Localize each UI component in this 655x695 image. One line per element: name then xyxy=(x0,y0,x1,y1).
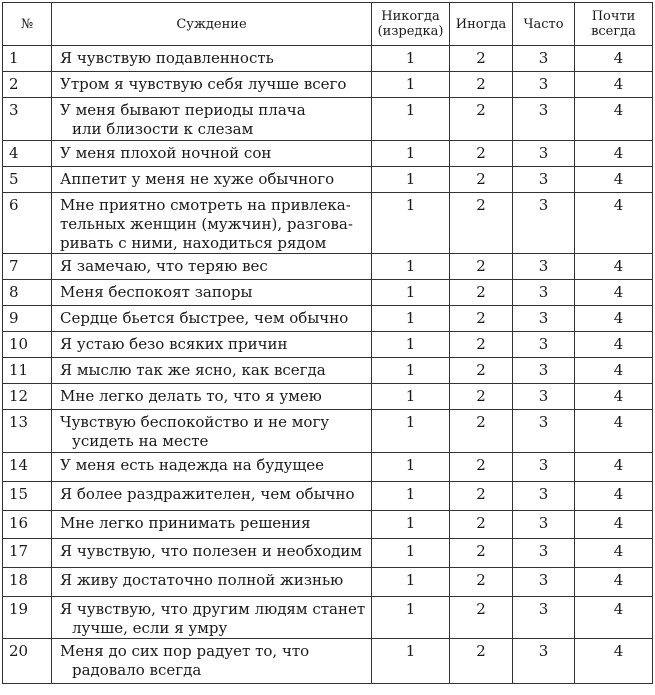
table-row xyxy=(3,384,653,410)
score-sometimes: 2 xyxy=(450,511,513,539)
statement-line: Я живу достаточно полной жизнью xyxy=(60,571,344,589)
statement-line: Сердце бьется быстрее, чем обычно xyxy=(60,309,349,327)
score-almost-always: 4 xyxy=(575,254,653,280)
score-sometimes: 2 xyxy=(450,568,513,597)
statement-line: Меня до сих пор радует то, что xyxy=(60,642,310,660)
statement-line: усидеть на месте xyxy=(72,432,209,450)
row-number: 7 xyxy=(3,254,52,280)
table-row xyxy=(3,568,653,597)
score-never: 1 xyxy=(372,98,450,141)
table-row xyxy=(3,539,653,568)
row-number: 8 xyxy=(3,280,52,306)
row-number: 5 xyxy=(3,167,52,193)
statement-line: тельных женщин (мужчин), разгова- xyxy=(60,215,353,233)
row-number: 19 xyxy=(3,597,52,639)
score-never: 1 xyxy=(372,358,450,384)
statement-line: Я замечаю, что теряю вес xyxy=(60,257,268,275)
header-sometimes: Иногда xyxy=(450,3,513,46)
score-sometimes: 2 xyxy=(450,639,513,684)
statement-cell xyxy=(52,72,372,98)
table-row xyxy=(3,410,653,453)
score-often: 3 xyxy=(513,453,575,482)
score-sometimes: 2 xyxy=(450,384,513,410)
score-never: 1 xyxy=(372,254,450,280)
score-almost-always: 4 xyxy=(575,410,653,453)
header-statement: Суждение xyxy=(52,3,372,46)
score-often: 3 xyxy=(513,306,575,332)
statement-cell xyxy=(52,482,372,511)
statement-line: У меня бывают периоды плача xyxy=(60,101,306,119)
score-sometimes: 2 xyxy=(450,193,513,254)
statement-line: Я чувствую, что другим людям станет xyxy=(60,600,366,618)
row-number: 4 xyxy=(3,141,52,167)
row-number: 13 xyxy=(3,410,52,453)
header-row xyxy=(3,3,653,46)
score-almost-always: 4 xyxy=(575,358,653,384)
table-body xyxy=(3,46,653,684)
statement-line: Мне легко принимать решения xyxy=(60,514,311,532)
score-often: 3 xyxy=(513,410,575,453)
table-row xyxy=(3,254,653,280)
statement-line: Я чувствую подавленность xyxy=(60,49,274,67)
table-row xyxy=(3,332,653,358)
row-number: 14 xyxy=(3,453,52,482)
score-never: 1 xyxy=(372,280,450,306)
row-number: 12 xyxy=(3,384,52,410)
score-almost-always: 4 xyxy=(575,511,653,539)
table-row xyxy=(3,511,653,539)
statement-cell xyxy=(52,46,372,72)
score-almost-always: 4 xyxy=(575,384,653,410)
row-number: 18 xyxy=(3,568,52,597)
statement-cell xyxy=(52,511,372,539)
score-often: 3 xyxy=(513,141,575,167)
score-never: 1 xyxy=(372,453,450,482)
header-never xyxy=(372,3,450,46)
score-often: 3 xyxy=(513,280,575,306)
row-number: 3 xyxy=(3,98,52,141)
statement-line: Меня беспокоят запоры xyxy=(60,283,253,301)
statement-line: ривать с ними, находиться рядом xyxy=(60,234,327,252)
statement-cell xyxy=(52,280,372,306)
row-number: 17 xyxy=(3,539,52,568)
score-sometimes: 2 xyxy=(450,72,513,98)
score-almost-always: 4 xyxy=(575,568,653,597)
score-often: 3 xyxy=(513,358,575,384)
table-row xyxy=(3,193,653,254)
header-never-line2: (изредка) xyxy=(377,24,444,39)
header-number: № xyxy=(3,3,52,46)
row-number: 9 xyxy=(3,306,52,332)
table-row xyxy=(3,46,653,72)
score-almost-always: 4 xyxy=(575,597,653,639)
score-often: 3 xyxy=(513,72,575,98)
score-never: 1 xyxy=(372,193,450,254)
statement-cell xyxy=(52,167,372,193)
statement-cell xyxy=(52,254,372,280)
score-almost-always: 4 xyxy=(575,193,653,254)
score-sometimes: 2 xyxy=(450,280,513,306)
score-never: 1 xyxy=(372,332,450,358)
score-almost-always: 4 xyxy=(575,167,653,193)
score-often: 3 xyxy=(513,332,575,358)
statement-cell xyxy=(52,384,372,410)
questionnaire-table xyxy=(2,2,653,684)
statement-cell xyxy=(52,98,372,141)
score-sometimes: 2 xyxy=(450,167,513,193)
statement-line: У меня есть надежда на будущее xyxy=(60,456,325,474)
score-sometimes: 2 xyxy=(450,597,513,639)
table-row xyxy=(3,306,653,332)
statement-cell xyxy=(52,639,372,684)
score-often: 3 xyxy=(513,568,575,597)
statement-line: или близости к слезам xyxy=(72,120,254,138)
score-often: 3 xyxy=(513,98,575,141)
row-number: 6 xyxy=(3,193,52,254)
score-almost-always: 4 xyxy=(575,72,653,98)
score-often: 3 xyxy=(513,639,575,684)
score-sometimes: 2 xyxy=(450,482,513,511)
score-almost-always: 4 xyxy=(575,639,653,684)
score-almost-always: 4 xyxy=(575,332,653,358)
row-number: 2 xyxy=(3,72,52,98)
row-number: 16 xyxy=(3,511,52,539)
score-never: 1 xyxy=(372,568,450,597)
header-always-line2: всегда xyxy=(591,24,636,39)
statement-line: Я устаю безо всяких причин xyxy=(60,335,288,353)
score-often: 3 xyxy=(513,482,575,511)
table-row xyxy=(3,167,653,193)
score-sometimes: 2 xyxy=(450,453,513,482)
header-never-line1: Никогда xyxy=(381,9,440,24)
score-sometimes: 2 xyxy=(450,46,513,72)
statement-line: радовало всегда xyxy=(72,661,202,679)
table-row xyxy=(3,482,653,511)
statement-cell xyxy=(52,358,372,384)
score-often: 3 xyxy=(513,597,575,639)
statement-line: У меня плохой ночной сон xyxy=(60,144,272,162)
score-almost-always: 4 xyxy=(575,280,653,306)
score-sometimes: 2 xyxy=(450,358,513,384)
score-never: 1 xyxy=(372,482,450,511)
table-row xyxy=(3,98,653,141)
score-sometimes: 2 xyxy=(450,141,513,167)
score-often: 3 xyxy=(513,511,575,539)
table-row xyxy=(3,280,653,306)
row-number: 20 xyxy=(3,639,52,684)
statement-line: Аппетит у меня не хуже обычного xyxy=(60,170,335,188)
score-almost-always: 4 xyxy=(575,482,653,511)
statement-cell xyxy=(52,568,372,597)
statement-line: Утром я чувствую себя лучше всего xyxy=(60,75,347,93)
score-never: 1 xyxy=(372,384,450,410)
score-often: 3 xyxy=(513,167,575,193)
score-sometimes: 2 xyxy=(450,306,513,332)
statement-cell xyxy=(52,453,372,482)
score-sometimes: 2 xyxy=(450,98,513,141)
score-almost-always: 4 xyxy=(575,539,653,568)
score-never: 1 xyxy=(372,639,450,684)
table-row xyxy=(3,597,653,639)
score-almost-always: 4 xyxy=(575,46,653,72)
statement-line: Я мыслю так же ясно, как всегда xyxy=(60,361,326,379)
score-never: 1 xyxy=(372,141,450,167)
score-almost-always: 4 xyxy=(575,306,653,332)
score-sometimes: 2 xyxy=(450,410,513,453)
table-row xyxy=(3,453,653,482)
score-often: 3 xyxy=(513,193,575,254)
statement-line: Я более раздражителен, чем обычно xyxy=(60,485,355,503)
statement-line: Я чувствую, что полезен и необходим xyxy=(60,542,362,560)
score-never: 1 xyxy=(372,167,450,193)
score-never: 1 xyxy=(372,597,450,639)
score-often: 3 xyxy=(513,46,575,72)
score-never: 1 xyxy=(372,410,450,453)
statement-cell xyxy=(52,332,372,358)
statement-cell xyxy=(52,539,372,568)
statement-line: Чувствую беспокойство и не могу xyxy=(60,413,330,431)
statement-cell xyxy=(52,193,372,254)
score-almost-always: 4 xyxy=(575,141,653,167)
header-always-line1: Почти xyxy=(591,9,636,24)
row-number: 15 xyxy=(3,482,52,511)
score-never: 1 xyxy=(372,511,450,539)
score-almost-always: 4 xyxy=(575,453,653,482)
row-number: 11 xyxy=(3,358,52,384)
table-row xyxy=(3,72,653,98)
table-row xyxy=(3,141,653,167)
score-never: 1 xyxy=(372,46,450,72)
row-number: 1 xyxy=(3,46,52,72)
header-almost-always xyxy=(575,3,653,46)
score-never: 1 xyxy=(372,539,450,568)
statement-line: Мне легко делать то, что я умею xyxy=(60,387,322,405)
score-often: 3 xyxy=(513,254,575,280)
statement-line: Мне приятно смотреть на привлека- xyxy=(60,196,351,214)
score-sometimes: 2 xyxy=(450,332,513,358)
score-sometimes: 2 xyxy=(450,254,513,280)
score-sometimes: 2 xyxy=(450,539,513,568)
statement-cell xyxy=(52,410,372,453)
row-number: 10 xyxy=(3,332,52,358)
score-often: 3 xyxy=(513,384,575,410)
score-almost-always: 4 xyxy=(575,98,653,141)
statement-cell xyxy=(52,141,372,167)
statement-line: лучше, если я умру xyxy=(72,619,228,637)
header-often: Часто xyxy=(513,3,575,46)
score-often: 3 xyxy=(513,539,575,568)
statement-cell xyxy=(52,306,372,332)
table-row xyxy=(3,639,653,684)
statement-cell xyxy=(52,597,372,639)
score-never: 1 xyxy=(372,306,450,332)
table-row xyxy=(3,358,653,384)
score-never: 1 xyxy=(372,72,450,98)
